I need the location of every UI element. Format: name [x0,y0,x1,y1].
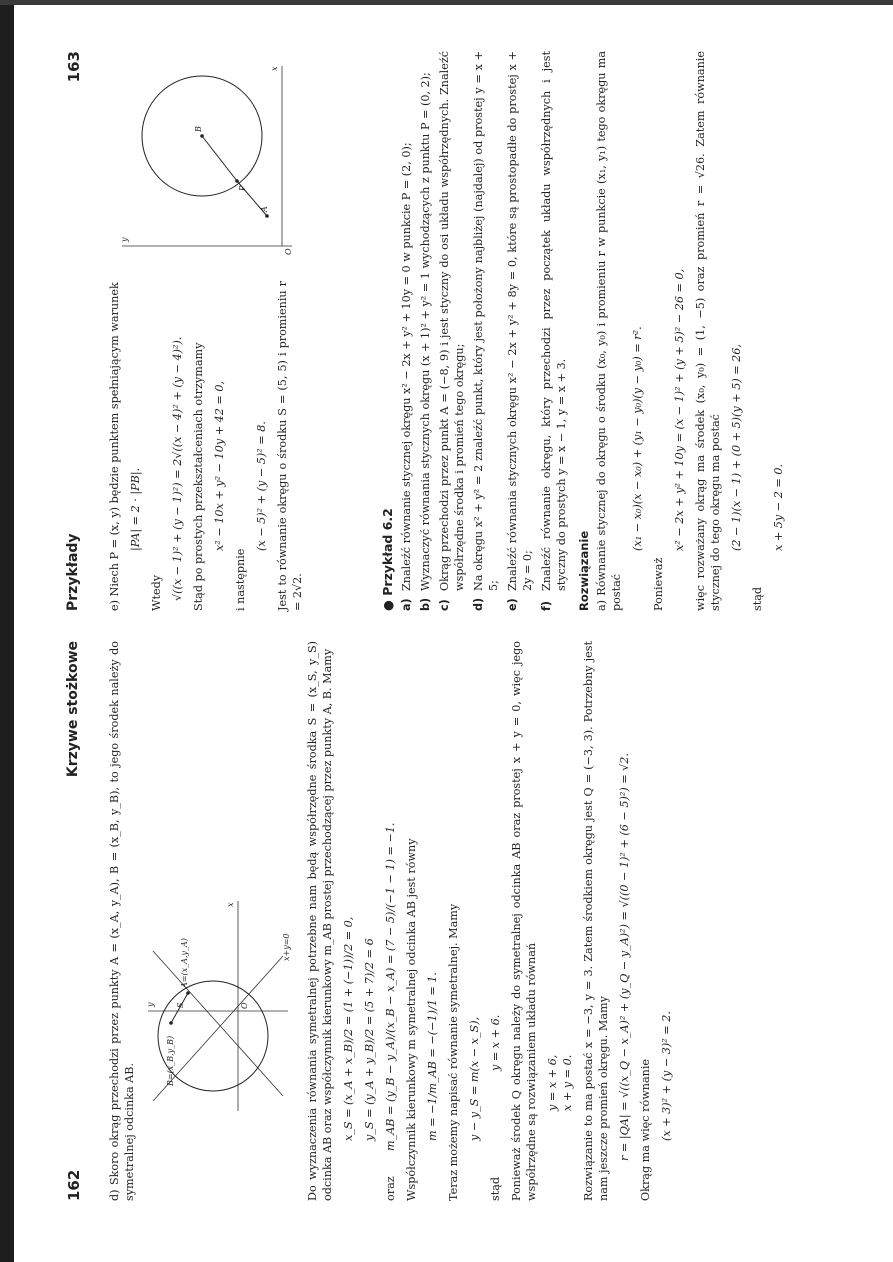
word-stad: stąd [751,586,764,611]
page-header [65,51,89,611]
book-spread [37,46,867,1216]
equation-xs: x_S = (x_A + x_B)/2 = (1 + (−1))/2 = 0, [342,916,355,1141]
equation-tangent-specific: (2 − 1)(x − 1) + (0 + 5)(y + 5) = 26, [730,344,743,551]
task-a [399,51,414,611]
word-poniewaz: Ponieważ [652,557,665,611]
page-163 [37,51,867,611]
paragraph-1: Do wyznaczenia równania symetralnej potrzebne nam będą współrzędne środka S = (x_S, y_S) odcinka AB oraz współczynnik kierunkowy m_AB prostej przechodzącej przez punkty A, B. Mamy [306,641,334,1201]
paragraph-d-intro: d) Skoro okrąg przechodzi przez punkty A = (x_A, y_A), B = (x_B, y_B), to jego środek należy do symetralnej odcinka AB. [108,641,136,1201]
system-eq-2: x + y = 0. [561,1054,574,1111]
point-b [200,134,204,138]
task-list [399,51,569,611]
equation-expanded: x² − 10x + y² − 10y + 42 = 0, [213,380,226,551]
task-letter: b) [419,597,432,611]
page-body-top [107,281,311,611]
page-header [65,641,89,1201]
equation-condition: |PA| = 2 · |PB|. [129,467,142,551]
page-body [107,641,680,1201]
paragraph-2: Współczynnik kierunkowy m symetralnej odcinka AB jest równy [405,838,418,1201]
label-line: x+y=0 [282,933,291,961]
word-wtedy: Wtedy [150,574,163,611]
label-a: A [260,206,269,212]
task-text: Wyznaczyć równania stycznych okręgu (x + 1)² + y² = 1 wychodzących z punktu P = (0, 2); [419,72,432,591]
point-b [169,1021,173,1025]
task-c [437,51,467,611]
paragraph-e-intro: e) Niech P = (x, y) będzie punktem spełniającym warunek [108,282,121,611]
equation-tangent-result: x + 5y − 2 = 0. [772,464,785,551]
figure-apollonius-circle [117,61,301,261]
equation-line: y = x + 6. [489,1014,502,1071]
scan-edge-top [0,0,893,5]
figure-svg [143,891,293,1121]
equation-line-row [488,641,503,1201]
solution-a-intro: a) Równanie stycznej do okręgu o środku (x₀, y₀) i promieniu r w punkcie (x₁, y₁) tego okręgu ma postać [595,51,623,611]
task-text: Na okręgu x² + y² = 2 znaleźć punkt, który jest położony najbliżej (najdalej) od prostej y = x + 5; [472,51,500,591]
task-letter: c) [438,599,451,611]
paragraph-e-3: Jest to równanie okręgu o środku S = (5, 5) i promieniu r = 2√2. [276,281,304,611]
equation-circle: (x + 3)² + (y − 3)² = 2. [660,1011,673,1141]
equation-circle-e: (x − 5)² + (y − 5)² = 8. [255,421,268,551]
label-p: P [238,185,247,191]
word-stad: stąd [489,1176,502,1201]
running-title: Krzywe stożkowe [65,641,81,778]
task-text: Znaleźć równanie stycznej okręgu x² − 2x + y² + 10y = 0 w punkcie P = (2, 0); [400,142,413,591]
figure-circle-bisector [143,641,297,1121]
task-letter: e) [506,598,519,611]
label-o: O [240,1002,249,1009]
equation-completed-square: x² − 2x + y² + 10y = (x − 1)² + (y + 5)² − 26 = 0, [673,268,686,551]
section-title: ● Przykład 6.2 [380,508,395,611]
section-title-text: Przykład 6.2 [380,508,395,596]
equation-mab: m_AB = (y_B − y_A)/(x_B − x_A) = (7 − 5)/(−1 − 1) = −1. [384,822,397,1151]
label-a: A=(x_A,y_A) [180,938,189,988]
page-number: 162 [65,1169,83,1201]
equation-m: m = −1/m_AB = −(−1)/1 = 1. [426,972,439,1141]
word-oraz: oraz [384,1176,397,1201]
equation-bisector: y − y_S = m(x − x_S), [468,1016,481,1141]
page-body-bottom [372,51,792,611]
label-b: B=(x_B,y_B) [166,1035,175,1086]
equation-ys: y_S = (y_A + y_B)/2 = (5 + 7)/2 = 6 [363,938,376,1141]
word-i-nastepnie: i następnie [234,548,247,611]
label-s: S [176,1002,185,1008]
task-f [539,51,569,611]
point-a [186,991,190,995]
task-text: Znaleźć równania stycznych okręgu x² − 2x + y² + 8y = 0, które są prostopadłe do prostej x + 2y = 0; [506,51,534,591]
system-eq-1: y = x + 6, [546,1054,559,1111]
running-title: Przykłady [65,533,81,611]
label-y: y [120,237,129,242]
label-x: x [226,902,235,907]
equation-tangent-general: (x₁ − x₀)(x − x₀) + (y₁ − y₀)(y − y₀) = r². [631,326,644,551]
label-x: x [270,66,279,71]
task-d [471,51,501,611]
solution-paragraph-2: więc rozważany okrąg ma środek (x₀, y₀) = (1, −5) oraz promień r = √26. Zatem równanie stycznej do tego okręgu ma postać [694,51,722,611]
task-letter: a) [400,598,413,611]
task-letter: f) [540,601,553,611]
equation-distance: √((x − 1)² + (y − 1)²) = 2√((x − 4)² + (y − 4)²). [171,336,184,601]
paragraph-4: Ponieważ środek Q okręgu należy do symetralnej odcinka AB oraz prostej x + y = 0, więc jego współrzędne są rozwiązaniem układu równań [510,641,538,1201]
task-text: Znaleźć równanie okręgu, który przechodzi przez początek układu współrzędnych i jest styczny do prostych y = x − 1, y = x + 3. [540,51,568,591]
point-p [235,179,239,183]
scan-edge-left [0,0,14,1262]
solution-title: Rozwiązanie [577,530,591,611]
label-o: O [284,248,293,255]
label-y: y [146,1002,155,1007]
paragraph-6: Okrąg ma więc równanie [639,1058,652,1201]
page-number: 163 [65,51,83,83]
paragraph-e-2: Stąd po prostych przekształceniach otrzymamy [192,342,205,611]
equation-radius: r = |QA| = √((x_Q − x_A)² + (y_Q − y_A)²) = √((0 − 1)² + (6 − 5)²) = √2. [618,753,631,1161]
equation-mab-row [383,641,398,1201]
task-text: Okrąg przechodzi przez punkt A = (−8, 9) i jest styczny do osi układu współrzędnych. Znaleźć współrzędne środka i promień tego okręgu; [438,51,466,591]
task-letter: d) [472,597,485,611]
paragraph-3: Teraz możemy napisać równanie symetralnej. Mamy [447,903,460,1201]
paragraph-5: Rozwiązanie to ma postać x = −3, y = 3. Zatem środkiem okręgu jest Q = (−3, 3). Potrzebny jest nam jeszcze promień okręgu. Mamy [582,641,610,1201]
segment-pb [202,136,237,181]
label-b: B [194,126,203,132]
equation-system [545,641,575,1111]
point-a [265,214,269,218]
task-b [418,51,433,611]
task-e [505,51,535,611]
figure-svg [117,61,297,261]
page-162 [37,641,867,1201]
